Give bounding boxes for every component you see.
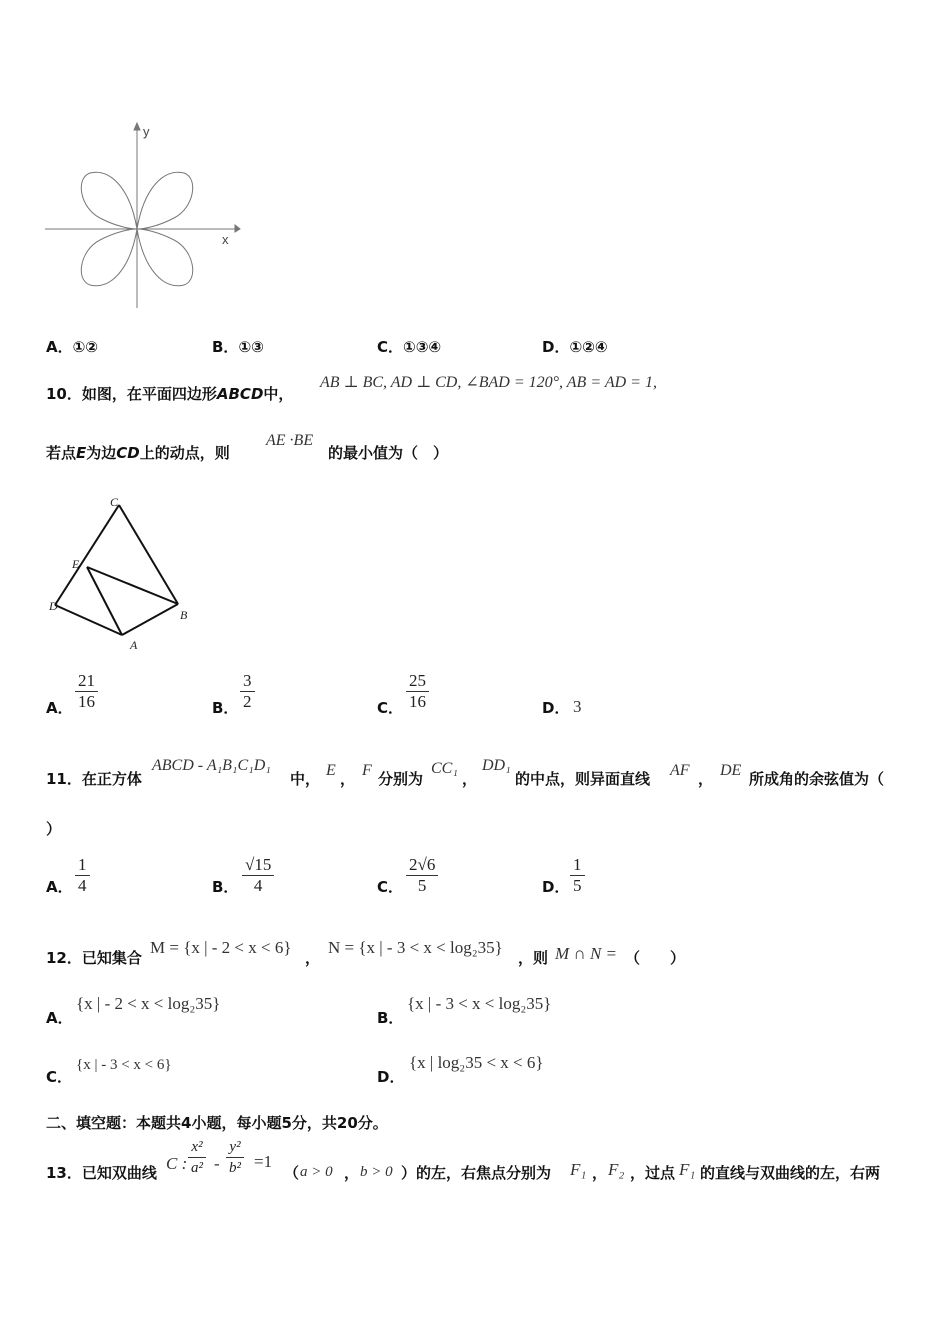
q9-option-b[interactable]: B．①③ <box>212 338 264 356</box>
q12-set-m: M = {x | - 2 < x < 6} <box>150 938 292 957</box>
edge-ad <box>55 605 122 635</box>
y-axis-arrow <box>134 123 140 130</box>
quadrilateral-figure <box>40 492 200 654</box>
rose-petal-lower-right <box>137 229 193 286</box>
vertex-a-label: A <box>130 638 138 652</box>
q13-text-2: ，过点 <box>630 1164 676 1182</box>
q11-option-b-fraction: √15 4 <box>242 855 274 896</box>
q13-focus-f1-again: F₁ <box>679 1160 696 1179</box>
q10-line1: 10．如图，在平面四边形ABCD中， <box>46 385 294 403</box>
q12-prefix: 12．已知集合 <box>46 949 142 967</box>
q12-option-d-set: {x | log₂35 < x < 6} <box>409 1053 544 1072</box>
q13-prefix: 13．已知双曲线 <box>46 1164 157 1182</box>
x-axis-arrow <box>235 225 240 232</box>
q10-option-c-fraction: 25 16 <box>406 671 429 712</box>
q9-option-d[interactable]: D．①②④ <box>542 338 608 356</box>
q11-option-c-fraction: 2√6 5 <box>406 855 438 896</box>
q12-option-d-letter[interactable]: D． <box>377 1068 405 1086</box>
q11-option-a-letter[interactable]: A． <box>46 878 73 896</box>
q10-option-d-value: 3 <box>573 697 582 716</box>
vertex-b-label: B <box>180 608 188 622</box>
q10-ask: 的最小值为（ ） <box>328 444 449 462</box>
q9-option-c[interactable]: C．①③④ <box>377 338 442 356</box>
q9-option-a[interactable]: A．①② <box>46 338 99 356</box>
q13-x-fraction: x² a² <box>188 1137 206 1178</box>
edge-ba <box>122 604 178 635</box>
vertex-e-label: E <box>72 557 80 571</box>
q11-sep-1: ， <box>340 770 356 788</box>
q13-minus: - <box>214 1154 220 1173</box>
section-heading: 二、填空题：本题共4小题，每小题5分，共20分。 <box>46 1114 388 1132</box>
q11-dd1: DD₁ <box>482 757 511 774</box>
q11-prefix: 11．在正方体 <box>46 770 142 788</box>
q12-option-b-letter[interactable]: B． <box>377 1009 404 1027</box>
vertex-d-label: D <box>49 599 58 613</box>
q12-option-c-set: {x | - 3 < x < 6} <box>76 1057 172 1073</box>
q11-cube: ABCD - A₁B₁C₁D₁ <box>152 757 271 774</box>
q12-intersection: M ∩ N = <box>555 944 617 963</box>
q11-option-a-fraction: 1 4 <box>75 855 90 896</box>
q10-option-d-letter[interactable]: D． <box>542 699 570 717</box>
q12-sep: ， <box>305 949 321 967</box>
q11-sep-2: ， <box>462 770 478 788</box>
q13-focus-f1: F₁ <box>570 1160 587 1179</box>
q13-cond-open: （ <box>284 1164 300 1182</box>
rose-petal-lower-left <box>81 229 137 286</box>
rose-petal-upper-right <box>137 172 193 229</box>
q11-option-d-letter[interactable]: D． <box>542 878 570 896</box>
q11-line-af: AF <box>670 762 690 779</box>
q10-option-a-letter[interactable]: A． <box>46 699 73 717</box>
edge-dc <box>55 505 119 605</box>
y-axis-label: y <box>143 124 150 139</box>
q10-option-a-fraction: 21 16 <box>75 671 98 712</box>
q10-option-b-letter[interactable]: B． <box>212 699 239 717</box>
q13-b-positive: b > 0 <box>360 1164 393 1180</box>
rose-curve-figure <box>40 118 250 313</box>
edge-cb <box>119 505 178 604</box>
q13-text-3: 的直线与双曲线的左，右两 <box>700 1164 881 1182</box>
segment-eb <box>87 567 178 604</box>
q12-then: ，则 <box>518 949 549 967</box>
q11-cc1: CC₁ <box>431 760 458 777</box>
rose-petal-upper-left <box>81 172 137 229</box>
q12-option-a-set: {x | - 2 < x < log₂35} <box>76 994 221 1013</box>
q12-option-b-set: {x | - 3 < x < log₂35} <box>407 994 552 1013</box>
x-axis-label: x <box>222 232 229 247</box>
q12-option-a-letter[interactable]: A． <box>46 1009 73 1027</box>
q10-line2: 若点E为边CD上的动点，则 <box>46 444 230 462</box>
q10-option-b-fraction: 3 2 <box>240 671 255 712</box>
q13-y-fraction: y² b² <box>226 1137 244 1178</box>
q11-option-b-letter[interactable]: B． <box>212 878 239 896</box>
q13-comma: ， <box>344 1164 360 1182</box>
q11-text-3: 的中点，则异面直线 <box>515 770 651 788</box>
vertex-c-label: C <box>110 495 119 509</box>
q11-sep-3: ， <box>698 770 714 788</box>
q11-point-f: F <box>362 762 372 779</box>
q12-set-n: N = {x | - 3 < x < log₂35} <box>328 938 503 957</box>
q13-sep: ， <box>592 1164 608 1182</box>
q12-blank: （ ） <box>625 949 686 967</box>
q11-line-de: DE <box>720 762 742 779</box>
segment-ea <box>87 567 122 635</box>
q11-option-d-fraction: 1 5 <box>570 855 585 896</box>
q13-focus-f2: F₂ <box>608 1160 625 1179</box>
q11-text-4: 所成角的余弦值为（ <box>749 770 885 788</box>
q11-close: ） <box>46 820 62 838</box>
q13-text-1: ）的左，右焦点分别为 <box>401 1164 552 1182</box>
q12-option-c-letter[interactable]: C． <box>46 1068 73 1086</box>
q11-text-1: 中， <box>290 770 321 788</box>
q11-text-2: 分别为 <box>378 770 424 788</box>
q11-option-c-letter[interactable]: C． <box>377 878 404 896</box>
q13-equals: =1 <box>254 1152 273 1171</box>
q13-curve-name: C : <box>166 1154 188 1173</box>
q10-dot-product: AE ·BE <box>266 432 314 449</box>
q11-point-e: E <box>326 762 336 779</box>
q10-option-c-letter[interactable]: C． <box>377 699 404 717</box>
q10-conditions: AB ⊥ BC, AD ⊥ CD, ∠BAD = 120°, AB = AD = 1, <box>320 374 657 391</box>
q13-a-positive: a > 0 <box>300 1164 333 1180</box>
